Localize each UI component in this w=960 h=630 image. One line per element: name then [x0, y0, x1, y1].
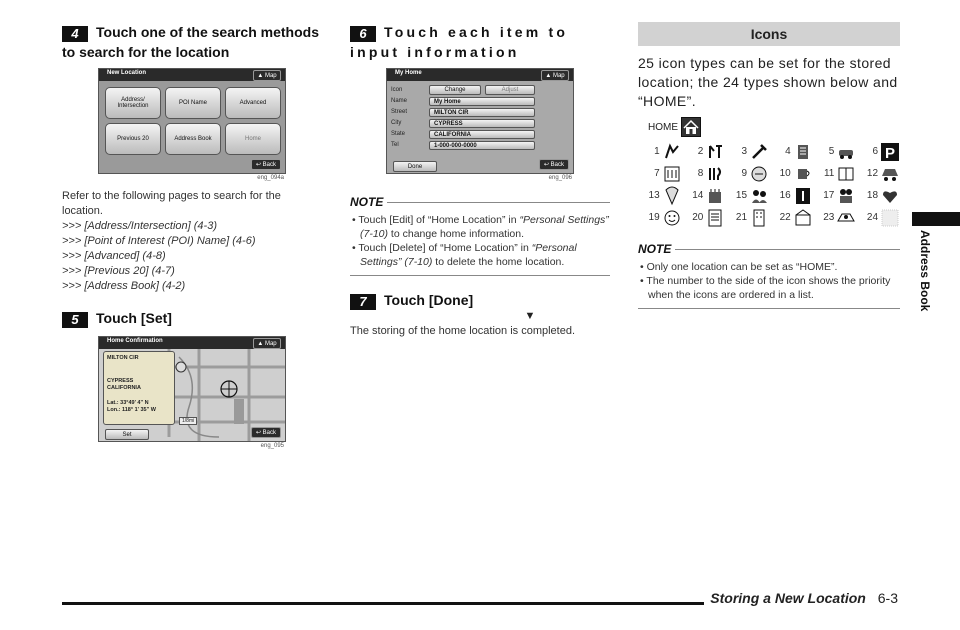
icon-row	[638, 207, 900, 228]
icon-priority-number: 2	[697, 146, 704, 157]
personal-settings-link[interactable]: “Personal Settings” (7-10)	[360, 214, 609, 240]
longitude-value: Lon.: 118° 1' 35" W	[107, 407, 156, 413]
note-heading	[638, 242, 900, 256]
step-7-number: 7	[350, 294, 376, 310]
screen-title: My Home	[395, 70, 422, 76]
tel-field[interactable]: 1-000-000-0000	[429, 141, 535, 150]
icon-item	[682, 141, 726, 162]
icon-item	[856, 207, 900, 228]
icon-priority-number: 15	[735, 190, 748, 201]
location-type-14-icon	[705, 186, 725, 206]
icon-item	[638, 185, 682, 206]
icon-priority-number: 13	[648, 190, 660, 201]
location-type-16-icon	[793, 186, 813, 206]
note-item: • The number to the side of the icon shows the priority when the icons are ordered in a list.	[640, 275, 891, 301]
map-button[interactable]: ▲ Map	[253, 70, 281, 81]
back-button[interactable]: ↩ Back	[251, 159, 281, 170]
location-type-22-icon	[793, 208, 813, 228]
location-type-12-icon	[880, 164, 900, 184]
location-type-18-icon	[880, 186, 900, 206]
icon-priority-number: 18	[866, 190, 879, 201]
latitude-value: Lat.: 33°49' 4" N	[107, 400, 149, 406]
note-item: • Touch [Delete] of “Home Location” in “Personal Settings” (7-10) to delete the home location.	[352, 242, 577, 268]
icon-item	[769, 141, 813, 162]
location-type-17-icon	[836, 186, 856, 206]
icon-item	[638, 141, 682, 162]
location-type-13-icon	[662, 186, 682, 206]
icons-section-title: Icons	[638, 22, 900, 46]
street-value: MILTON CIR	[107, 355, 139, 361]
icon-priority-number: 12	[866, 168, 879, 179]
page-number: 6-3	[877, 590, 898, 606]
column-right	[638, 22, 900, 309]
side-tab-marker	[912, 212, 960, 226]
location-type-9-icon	[749, 164, 769, 184]
note-label: NOTE	[350, 195, 384, 209]
location-type-15-icon	[749, 186, 769, 206]
map-button[interactable]: ▲ Map	[253, 338, 281, 349]
image-caption: eng_095	[260, 443, 284, 449]
icon-priority-number: 24	[866, 212, 879, 223]
icons-description: 25 icon types can be set for the stored location; the 24 types shown below and “HOME”.	[638, 55, 898, 109]
location-type-24-icon	[880, 208, 900, 228]
step-6-heading	[350, 22, 610, 62]
step-6-number: 6	[350, 26, 376, 42]
step-6-title: Touch each item to input information	[350, 24, 569, 60]
icon-item	[769, 185, 813, 206]
step-4-number: 4	[62, 26, 88, 42]
link-address-intersection[interactable]: >>> [Address/Intersection] (4-3)	[62, 220, 217, 232]
note-item: • Touch [Edit] of “Home Location” in “Personal Settings” (7-10) to change home information.	[352, 214, 609, 240]
icon-item	[856, 185, 900, 206]
location-type-8-icon	[705, 164, 725, 184]
state-field[interactable]: CALIFORNIA	[429, 130, 535, 139]
icon-item	[769, 163, 813, 184]
icon-priority-number: 19	[648, 212, 660, 223]
icon-item	[638, 163, 682, 184]
home-icon	[681, 117, 701, 137]
icon-priority-number: 6	[872, 146, 879, 157]
icon-item	[682, 207, 726, 228]
image-caption: eng_094a	[257, 175, 284, 181]
footer-title: Storing a New Location	[710, 590, 866, 606]
map-button[interactable]: ▲ Map	[541, 70, 569, 81]
home-label: HOME	[648, 121, 678, 133]
icon-item	[769, 207, 813, 228]
icon-item	[856, 141, 900, 162]
icon-item	[813, 163, 857, 184]
location-type-6-icon	[880, 142, 900, 162]
step-4-description: Refer to the following pages to search for the location.	[62, 190, 281, 217]
icon-item	[725, 163, 769, 184]
city-value: CYPRESS	[107, 378, 134, 384]
link-advanced[interactable]: >>> [Advanced] (4-8)	[62, 250, 166, 262]
column-left	[62, 22, 322, 449]
icon-item	[813, 185, 857, 206]
icon-priority-number: 5	[828, 146, 835, 157]
icon-item	[813, 141, 857, 162]
icon-item	[682, 163, 726, 184]
icon-priority-number: 11	[823, 168, 835, 179]
location-type-20-icon	[705, 208, 725, 228]
location-type-5-icon	[836, 142, 856, 162]
icon-row	[638, 163, 900, 184]
icon-item	[813, 207, 857, 228]
field-labels: Icon Name Street City State Tel	[391, 87, 408, 148]
location-type-10-icon	[793, 164, 813, 184]
link-poi-name[interactable]: >>> [Point of Interest (POI) Name] (4-6)	[62, 235, 256, 247]
step-7-heading	[350, 290, 610, 310]
reference-links	[62, 219, 322, 294]
arrow-down-icon: ▼	[524, 310, 536, 322]
done-button[interactable]: Done	[393, 161, 437, 172]
previous-20-button[interactable]: Previous 20	[105, 123, 161, 155]
icon-item	[682, 185, 726, 206]
location-type-2-icon	[705, 142, 725, 162]
location-type-23-icon	[836, 208, 856, 228]
icon-priority-number: 14	[692, 190, 704, 201]
personal-settings-link[interactable]: “Personal Settings” (7-10)	[360, 242, 577, 268]
change-icon-button[interactable]: Change	[429, 85, 481, 95]
step-4-heading	[62, 22, 322, 62]
name-field[interactable]: My Home	[429, 97, 535, 106]
icon-row	[638, 185, 900, 206]
icon-priority-number: 20	[692, 212, 704, 223]
icon-priority-number: 3	[741, 146, 748, 157]
location-type-1-icon	[662, 142, 682, 162]
screenshot-new-location	[98, 68, 286, 174]
screenshot-home-confirmation	[98, 336, 286, 442]
step-5-heading	[62, 308, 322, 328]
screen-title: New Location	[107, 70, 147, 76]
location-type-4-icon	[793, 142, 813, 162]
address-book-button[interactable]: Address Book	[165, 123, 221, 155]
note-item: • Only one location can be set as “HOME”.	[640, 261, 838, 273]
location-type-3-icon	[749, 142, 769, 162]
location-info-card	[103, 351, 175, 425]
icon-item	[638, 207, 682, 228]
screenshot-my-home	[386, 68, 574, 174]
side-tab-label	[899, 230, 959, 330]
svg-text:P: P	[885, 144, 896, 162]
city-field[interactable]: CYPRESS	[429, 119, 535, 128]
advanced-button[interactable]: Advanced	[225, 87, 281, 119]
location-type-21-icon	[749, 208, 769, 228]
link-address-book[interactable]: >>> [Address Book] (4-2)	[62, 280, 186, 292]
screen-title: Home Confirmation	[107, 338, 163, 344]
state-value: CALIFORNIA	[107, 385, 141, 391]
page-footer	[704, 590, 898, 606]
back-button[interactable]: ↩ Back	[539, 159, 569, 170]
icon-priority-number: 21	[735, 212, 748, 223]
image-caption: eng_096	[548, 175, 572, 181]
note-label: NOTE	[638, 242, 672, 256]
icon-priority-number: 10	[779, 168, 791, 179]
icon-priority-number: 8	[697, 168, 704, 179]
adjust-button[interactable]: Adjust	[485, 85, 535, 95]
location-type-19-icon	[662, 208, 682, 228]
step-4-title: Touch one of the search methods to search for the location	[62, 24, 319, 60]
icon-grid	[638, 141, 900, 228]
icon-item	[856, 163, 900, 184]
street-field[interactable]: MILTON CIR	[429, 108, 535, 117]
set-button[interactable]: Set	[105, 429, 149, 440]
step-7-title: Touch [Done]	[384, 292, 474, 308]
step-7-description: The storing of the home location is completed.	[350, 325, 576, 337]
step-5-title: Touch [Set]	[96, 310, 172, 326]
step-5-number: 5	[62, 312, 88, 328]
note-heading	[350, 195, 610, 209]
svg-text:Address Book: Address Book	[918, 230, 932, 312]
icon-item	[725, 207, 769, 228]
link-previous-20[interactable]: >>> [Previous 20] (4-7)	[62, 265, 175, 277]
home-button[interactable]: Home	[225, 123, 281, 155]
icon-priority-number: 7	[654, 168, 660, 179]
icon-priority-number: 22	[779, 212, 791, 223]
icon-priority-number: 4	[785, 146, 791, 157]
icon-priority-number: 17	[823, 190, 835, 201]
location-type-7-icon	[662, 164, 682, 184]
icon-row	[638, 141, 900, 162]
icon-priority-number: 16	[779, 190, 791, 201]
address-intersection-button[interactable]: Address/ Intersection	[105, 87, 161, 119]
icon-item	[725, 141, 769, 162]
icon-priority-number: 1	[654, 146, 660, 157]
column-middle	[350, 22, 610, 339]
icon-priority-number: 23	[823, 212, 835, 223]
map-scale: 1/8mi	[179, 417, 197, 425]
back-button[interactable]: ↩ Back	[251, 427, 281, 438]
icon-item	[725, 185, 769, 206]
poi-name-button[interactable]: POI Name	[165, 87, 221, 119]
location-type-11-icon	[836, 164, 856, 184]
icon-priority-number: 9	[741, 168, 748, 179]
home-icon-row	[648, 117, 900, 137]
